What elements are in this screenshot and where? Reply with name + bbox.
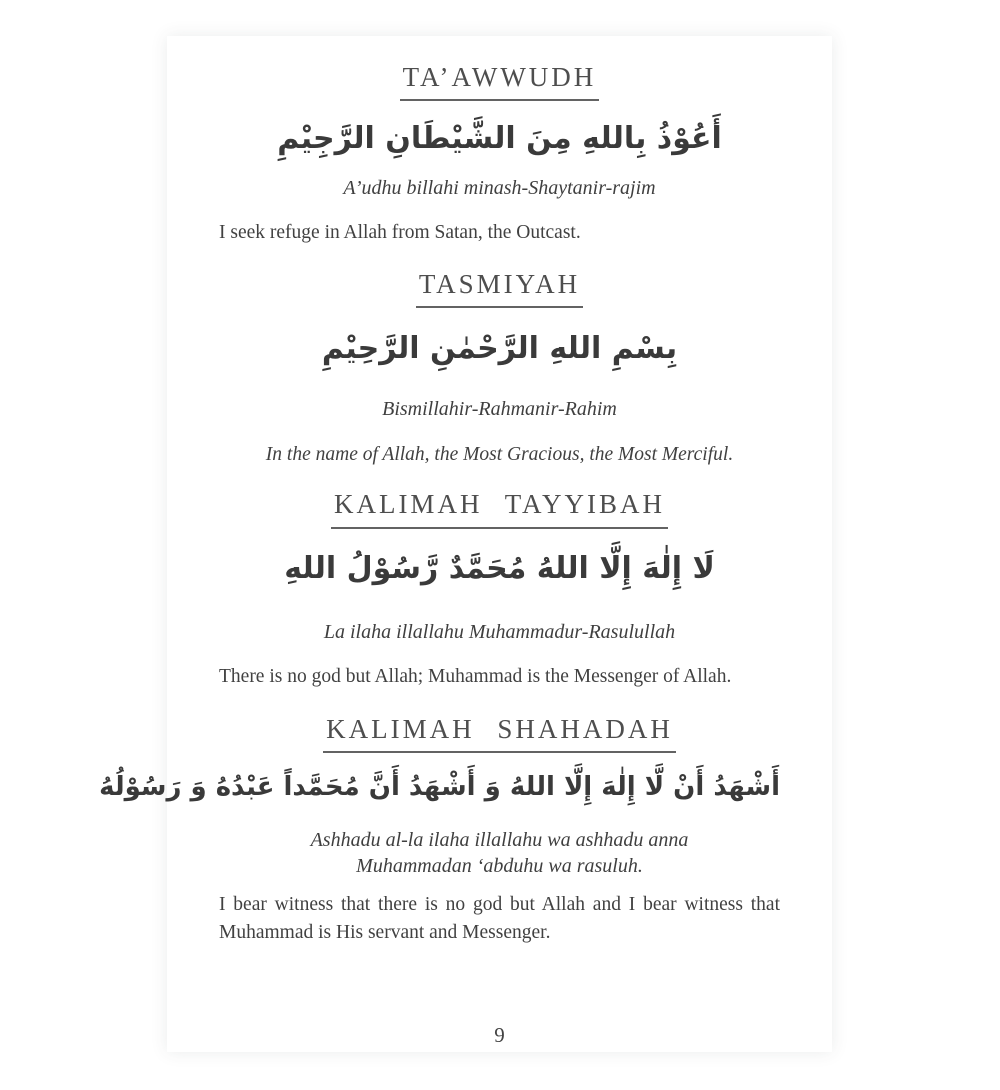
transliteration-line: Bismillahir-Rahmanir-Rahim	[382, 397, 617, 420]
section-kalimah-tayyibah	[219, 489, 780, 690]
kalimah-shahadah-heading-text: KALIMAH SHAHADAH	[323, 714, 676, 753]
transliteration-line: La ilaha illallahu Muhammadur-Rasulullah	[323, 620, 676, 643]
tasmiyah-heading	[219, 269, 780, 308]
tasmiyah-arabic-text: بِسْمِ اللهِ الرَّحْمٰنِ الرَّحِيْمِ	[321, 330, 678, 366]
tasmiyah-heading-text: TASMIYAH	[416, 269, 583, 308]
taawwudh-heading	[219, 62, 780, 101]
tasmiyah-transliteration	[219, 396, 780, 422]
section-kalimah-shahadah	[99, 714, 780, 946]
section-taawwudh	[219, 62, 780, 247]
tasmiyah-translation: In the name of Allah, the Most Gracious, the Most Merciful.	[265, 443, 734, 465]
kalimah-tayyibah-heading-text: KALIMAH TAYYIBAH	[331, 489, 668, 528]
taawwudh-arabic-text: أَعُوْذُ بِاللهِ مِنَ الشَّيْطَانِ الرَّجِيْمِ	[277, 121, 722, 157]
section-tasmiyah	[219, 269, 780, 469]
kalimah-tayyibah-transliteration	[219, 619, 780, 645]
page-number: 9	[494, 1022, 505, 1047]
book-page	[99, 36, 832, 1052]
kalimah-tayyibah-arabic-text: لَا إِلٰهَ إِلَّا اللهُ مُحَمَّدٌ رَّسُوْلُ اللهِ	[284, 550, 715, 586]
kalimah-shahadah-transliteration	[219, 827, 780, 879]
kalimah-shahadah-translation: I bear witness that there is no god but Allah and I bear witness that Muhammad is His servant and Messenger.	[219, 894, 780, 943]
kalimah-shahadah-arabic-text: أَشْهَدُ أَنْ لَّا إِلٰهَ إِلَّا اللهُ وَ أَشْهَدُ أَنَّ مُحَمَّداً عَبْدُهُ وَ رَسُوْلُهُ	[99, 772, 780, 803]
kalimah-tayyibah-heading	[219, 489, 780, 528]
transliteration-line: Ashhadu al-la ilaha illallahu wa ashhadu anna	[310, 829, 689, 852]
transliteration-line: Muhammadan ‘abduhu wa rasuluh.	[356, 855, 643, 878]
kalimah-shahadah-heading	[219, 714, 780, 753]
transliteration-line: A’udhu billahi minash-Shaytanir-rajim	[343, 177, 656, 200]
taawwudh-transliteration	[219, 175, 780, 201]
taawwudh-heading-text: TA’AWWUDH	[400, 62, 600, 101]
kalimah-tayyibah-translation: There is no god but Allah; Muhammad is the Messenger of Allah.	[219, 665, 732, 687]
taawwudh-translation: I seek refuge in Allah from Satan, the Outcast.	[219, 222, 581, 244]
